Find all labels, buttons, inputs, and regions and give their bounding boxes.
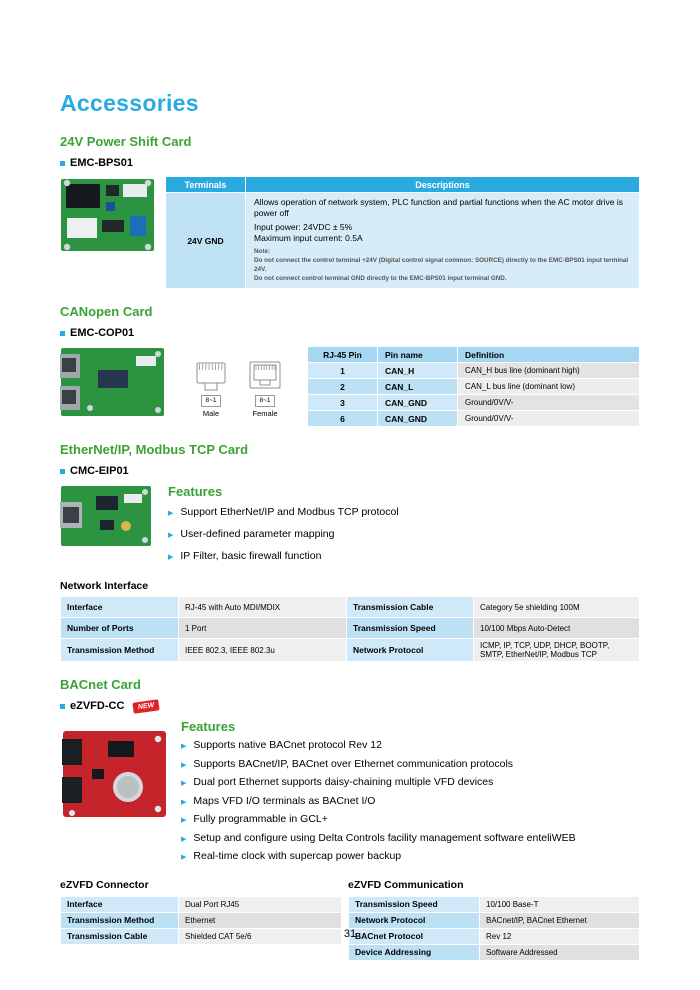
square-bullet-icon bbox=[60, 161, 65, 166]
feature-arrow-icon: ▶ bbox=[181, 854, 187, 862]
table-row bbox=[61, 618, 640, 639]
table-header-row bbox=[308, 347, 640, 363]
table-header-row bbox=[166, 177, 640, 193]
value-cell: IEEE 802.3, IEEE 802.3u bbox=[179, 639, 347, 662]
model-name: EMC-COP01 bbox=[70, 327, 135, 340]
value-cell: Ethernet bbox=[179, 912, 342, 928]
pin-cell: 2 bbox=[308, 379, 378, 395]
ezvfd-connector-block bbox=[60, 879, 342, 961]
ethernet-content bbox=[60, 484, 640, 568]
label-cell: Transmission Method bbox=[61, 912, 179, 928]
rj45-female-icon bbox=[247, 360, 283, 394]
features-list bbox=[168, 502, 640, 568]
network-interface-table bbox=[60, 596, 640, 662]
feature-text: Dual port Ethernet supports daisy-chaining multiple VFD devices bbox=[193, 776, 494, 789]
value-cell: BACnet/IP, BACnet Ethernet bbox=[480, 912, 640, 928]
pin-name-cell: CAN_H bbox=[378, 363, 458, 379]
feature-item bbox=[181, 793, 640, 812]
male-connector-diagram bbox=[193, 360, 229, 418]
features-list bbox=[181, 737, 640, 867]
label-cell: Network Protocol bbox=[347, 639, 474, 662]
square-bullet-icon bbox=[60, 331, 65, 336]
label-cell: Transmission Cable bbox=[347, 597, 474, 618]
label-cell: Transmission Cable bbox=[61, 928, 179, 944]
power-shift-table bbox=[165, 176, 640, 289]
feature-text: Supports BACnet/IP, BACnet over Ethernet communication protocols bbox=[193, 757, 514, 770]
ethernet-heading: EtherNet/IP, Modbus TCP Card bbox=[60, 442, 249, 458]
table-row bbox=[61, 639, 640, 662]
label-cell: Device Addressing bbox=[349, 944, 480, 960]
feature-text: Setup and configure using Delta Controls facility management software enteliWEB bbox=[193, 831, 576, 844]
model-name: CMC-EIP01 bbox=[70, 465, 129, 478]
female-label: Female bbox=[252, 409, 278, 419]
canopen-heading: CANopen Card bbox=[60, 304, 153, 320]
model-line bbox=[60, 327, 640, 339]
feature-item bbox=[181, 774, 640, 793]
bacnet-tables bbox=[60, 879, 640, 961]
description-cell bbox=[246, 193, 640, 289]
connector-diagrams bbox=[193, 360, 283, 418]
feature-item bbox=[181, 811, 640, 830]
table-row bbox=[166, 193, 640, 289]
feature-arrow-icon: ▶ bbox=[181, 798, 187, 806]
value-cell: Rev 12 bbox=[480, 928, 640, 944]
pin-cell: 6 bbox=[308, 411, 378, 427]
model-line bbox=[60, 465, 640, 477]
table-row bbox=[61, 896, 342, 912]
value-cell: Dual Port RJ45 bbox=[179, 896, 342, 912]
value-cell: Category 5e shielding 100M bbox=[474, 597, 640, 618]
feature-text: Maps VFD I/O terminals as BACnet I/O bbox=[193, 794, 376, 807]
feature-arrow-icon: ▶ bbox=[181, 743, 187, 751]
ethernet-features bbox=[168, 484, 640, 568]
pin-name-header-cell: Pin name bbox=[378, 347, 458, 363]
female-connector-diagram bbox=[247, 360, 283, 418]
canopen-pin-table bbox=[307, 346, 640, 427]
terminals-header-cell: Terminals bbox=[166, 177, 246, 193]
feature-arrow-icon: ▶ bbox=[168, 510, 174, 518]
connector-title: eZVFD Connector bbox=[60, 878, 149, 891]
section-power-shift-card bbox=[60, 134, 640, 289]
model-line bbox=[60, 157, 640, 169]
emc-cop01-photo bbox=[60, 346, 165, 418]
note-label: Note: bbox=[254, 248, 271, 256]
feature-arrow-icon: ▶ bbox=[181, 761, 187, 769]
value-cell: Shielded CAT 5e/6 bbox=[179, 928, 342, 944]
description-line: Allows operation of network system, PLC function and partial functions when the AC motor drive is power off bbox=[254, 197, 623, 219]
network-interface-title: Network Interface bbox=[60, 580, 149, 593]
bacnet-content bbox=[60, 719, 640, 867]
feature-item bbox=[168, 502, 640, 524]
ezvfd-cc-photo bbox=[62, 729, 167, 819]
value-cell: 1 Port bbox=[179, 618, 347, 639]
table-row bbox=[308, 395, 640, 411]
terminal-cell: 24V GND bbox=[166, 193, 246, 289]
feature-text: Supports native BACnet protocol Rev 12 bbox=[193, 739, 382, 752]
label-cell: Number of Ports bbox=[61, 618, 179, 639]
table-row bbox=[61, 597, 640, 618]
feature-arrow-icon: ▶ bbox=[168, 554, 174, 562]
description-line: Input power: 24VDC ± 5% bbox=[254, 222, 353, 233]
descriptions-header-cell: Descriptions bbox=[246, 177, 640, 193]
feature-text: User-defined parameter mapping bbox=[180, 528, 335, 541]
emc-bps01-photo bbox=[60, 176, 155, 254]
square-bullet-icon bbox=[60, 469, 65, 474]
definition-cell: CAN_H bus line (dominant high) bbox=[458, 363, 640, 379]
definition-cell: Ground/0V/V- bbox=[458, 411, 640, 427]
value-cell: 10/100 Base-T bbox=[480, 896, 640, 912]
new-badge: NEW bbox=[133, 699, 161, 714]
feature-item bbox=[181, 848, 640, 867]
pin-range-label: 8~1 bbox=[255, 395, 274, 407]
ezvfd-communication-block bbox=[348, 879, 640, 961]
page-title: Accessories bbox=[60, 90, 199, 116]
table-row bbox=[61, 912, 342, 928]
power-shift-heading: 24V Power Shift Card bbox=[60, 134, 192, 149]
features-title: Features bbox=[168, 484, 223, 500]
label-cell: Network Protocol bbox=[349, 912, 480, 928]
feature-text: Fully programmable in GCL+ bbox=[193, 813, 328, 826]
definition-cell: Ground/0V/V- bbox=[458, 395, 640, 411]
feature-text: Real-time clock with supercap power backup bbox=[193, 850, 402, 863]
model-name: EMC-BPS01 bbox=[70, 157, 133, 169]
features-title: Features bbox=[181, 719, 236, 735]
feature-arrow-icon: ▶ bbox=[168, 532, 174, 540]
label-cell: BACnet Protocol bbox=[349, 928, 480, 944]
feature-arrow-icon: ▶ bbox=[181, 835, 187, 843]
value-cell: RJ-45 with Auto MDI/MDIX bbox=[179, 597, 347, 618]
note-line: Do not connect the control terminal +24V (Digital control signal common: SOURCE) directly to the EMC-BPS01 input terminal 24V. bbox=[254, 257, 629, 273]
value-cell: Software Addressed bbox=[480, 944, 640, 960]
feature-item bbox=[168, 546, 640, 568]
description-line: Maximum input current: 0.5A bbox=[254, 233, 363, 244]
note-block bbox=[254, 248, 631, 283]
pin-name-cell: CAN_GND bbox=[378, 411, 458, 427]
male-label: Male bbox=[202, 409, 220, 419]
definition-header-cell: Definition bbox=[458, 347, 640, 363]
label-cell: Interface bbox=[61, 597, 179, 618]
model-line bbox=[60, 700, 640, 712]
pin-range-label: 8~1 bbox=[201, 395, 220, 407]
feature-arrow-icon: ▶ bbox=[181, 780, 187, 788]
feature-arrow-icon: ▶ bbox=[181, 817, 187, 825]
bacnet-features bbox=[181, 719, 640, 867]
table-row bbox=[308, 363, 640, 379]
section-bacnet-card bbox=[60, 677, 640, 961]
table-row bbox=[308, 379, 640, 395]
pin-name-cell: CAN_L bbox=[378, 379, 458, 395]
pin-cell: 3 bbox=[308, 395, 378, 411]
label-cell: Interface bbox=[61, 896, 179, 912]
feature-item bbox=[168, 524, 640, 546]
ezvfd-photo-wrap bbox=[62, 729, 167, 824]
page-number: 31 bbox=[343, 928, 357, 940]
label-cell: Transmission Speed bbox=[349, 896, 480, 912]
feature-text: IP Filter, basic firewall function bbox=[180, 550, 322, 563]
label-cell: Transmission Speed bbox=[347, 618, 474, 639]
table-row bbox=[349, 912, 640, 928]
pin-name-cell: CAN_GND bbox=[378, 395, 458, 411]
definition-cell: CAN_L bus line (dominant low) bbox=[458, 379, 640, 395]
feature-item bbox=[181, 830, 640, 849]
table-row bbox=[349, 896, 640, 912]
canopen-table-wrap bbox=[307, 346, 640, 427]
bacnet-heading: BACnet Card bbox=[60, 677, 141, 693]
power-shift-content bbox=[60, 176, 640, 289]
table-row bbox=[308, 411, 640, 427]
power-shift-table-wrap bbox=[165, 176, 640, 289]
square-bullet-icon bbox=[60, 704, 65, 709]
canopen-content bbox=[60, 346, 640, 427]
note-line: Do not connect control terminal GND directly to the EMC-BPS01 input terminal GND. bbox=[254, 274, 507, 282]
value-cell: 10/100 Mbps Auto-Detect bbox=[474, 618, 640, 639]
section-ethernet-card bbox=[60, 442, 640, 662]
pin-header-cell: RJ-45 Pin bbox=[308, 347, 378, 363]
cmc-eip01-photo bbox=[60, 484, 152, 548]
table-row bbox=[349, 944, 640, 960]
feature-text: Support EtherNet/IP and Modbus TCP protocol bbox=[180, 506, 399, 519]
model-name: eZVFD-CC bbox=[70, 700, 125, 713]
rj45-male-icon bbox=[193, 360, 229, 394]
feature-item bbox=[181, 737, 640, 756]
label-cell: Transmission Method bbox=[61, 639, 179, 662]
pin-cell: 1 bbox=[308, 363, 378, 379]
feature-item bbox=[181, 756, 640, 775]
communication-title: eZVFD Communication bbox=[348, 878, 464, 891]
section-canopen-card bbox=[60, 304, 640, 427]
value-cell: ICMP, IP, TCP, UDP, DHCP, BOOTP, SMTP, EtherNet/IP, Modbus TCP bbox=[474, 639, 640, 662]
